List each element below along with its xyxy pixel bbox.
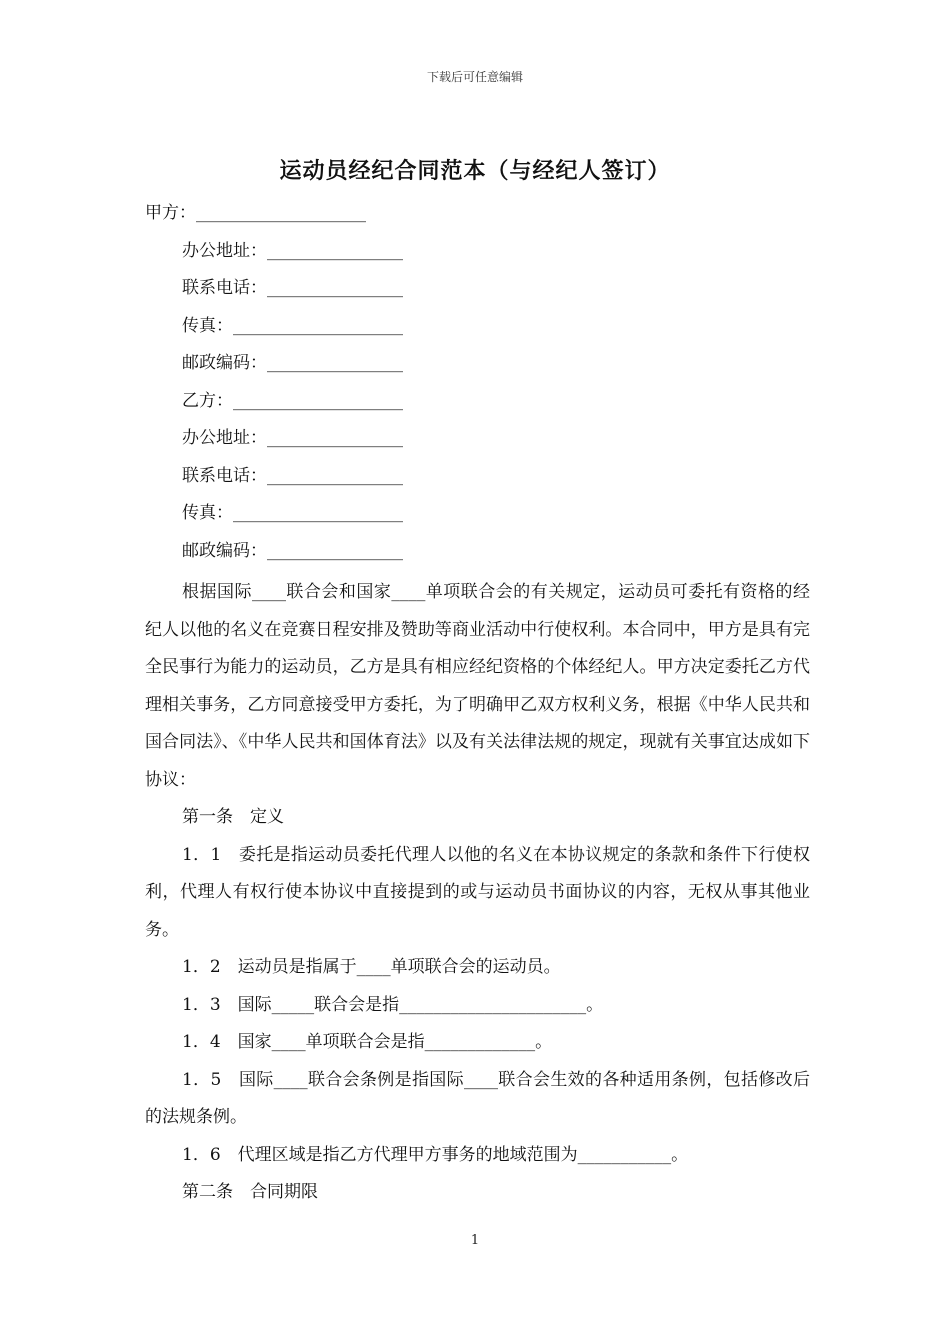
clause-1-6: 1．6 代理区域是指乙方代理甲方事务的地域范围为___________。 <box>182 1144 689 1165</box>
party-a-phone-field: 联系电话：________________ <box>182 278 403 298</box>
clause-1-5: 1．5 国际____联合会条例是指国际____联合会生效的各种适用条例，包括修改后的法规条例。 <box>145 1069 810 1127</box>
party-a-fax-field: 传真：____________________ <box>182 315 403 336</box>
party-a-postcode-field: 邮政编码：________________ <box>182 353 403 373</box>
party-b-phone-field: 联系电话：________________ <box>182 465 403 486</box>
preamble-paragraph: 根据国际____联合会和国家____单项联合会的有关规定，运动员可委托有资格的经纪人以他的名义在竞赛日程安排及赞助等商业活动中行使权利。本合同中，甲方是具有完全民事行为能力的运动员，乙方是具有相应经纪资格的个体经纪人。甲方决定委托乙方代理相关事务，乙方同意接受甲方委托，为了明确甲乙双方权利义务，根据《中华人民共和国合同法》、《中华人民共和国体育法》以及有关法律法规的规定，现就有关事宜达成如下协议： <box>145 582 810 790</box>
article-1-heading: 第一条 定义 <box>182 807 284 827</box>
party-b-address-field: 办公地址：________________ <box>182 428 403 448</box>
document-body <box>145 199 810 1212</box>
header-note: 下载后可任意编辑 <box>426 70 523 84</box>
party-b-postcode-field: 邮政编码：________________ <box>182 540 403 561</box>
document-title: 运动员经纪合同范本（与经纪人签订） <box>279 158 671 184</box>
party-b-field: 乙方：____________________ <box>182 390 403 411</box>
clause-1-1: 1．1 委托是指运动员委托代理人以他的名义在本协议规定的条款和条件下行使权利，代理人有权行使本协议中直接提到的或与运动员书面协议的内容，无权从事其他业务。 <box>145 844 810 940</box>
clause-1-2: 1．2 运动员是指属于____单项联合会的运动员。 <box>182 957 561 977</box>
party-b-fax-field: 传真：____________________ <box>182 503 403 523</box>
party-a-address-field: 办公地址：________________ <box>182 240 403 261</box>
clause-1-4: 1．4 国家____单项联合会是指_____________。 <box>182 1032 553 1052</box>
page-number: 1 <box>470 1233 480 1248</box>
article-2-heading: 第二条 合同期限 <box>182 1182 318 1202</box>
party-a-field: 甲方：____________________ <box>145 203 366 223</box>
clause-1-3: 1．3 国际_____联合会是指______________________。 <box>182 994 604 1015</box>
